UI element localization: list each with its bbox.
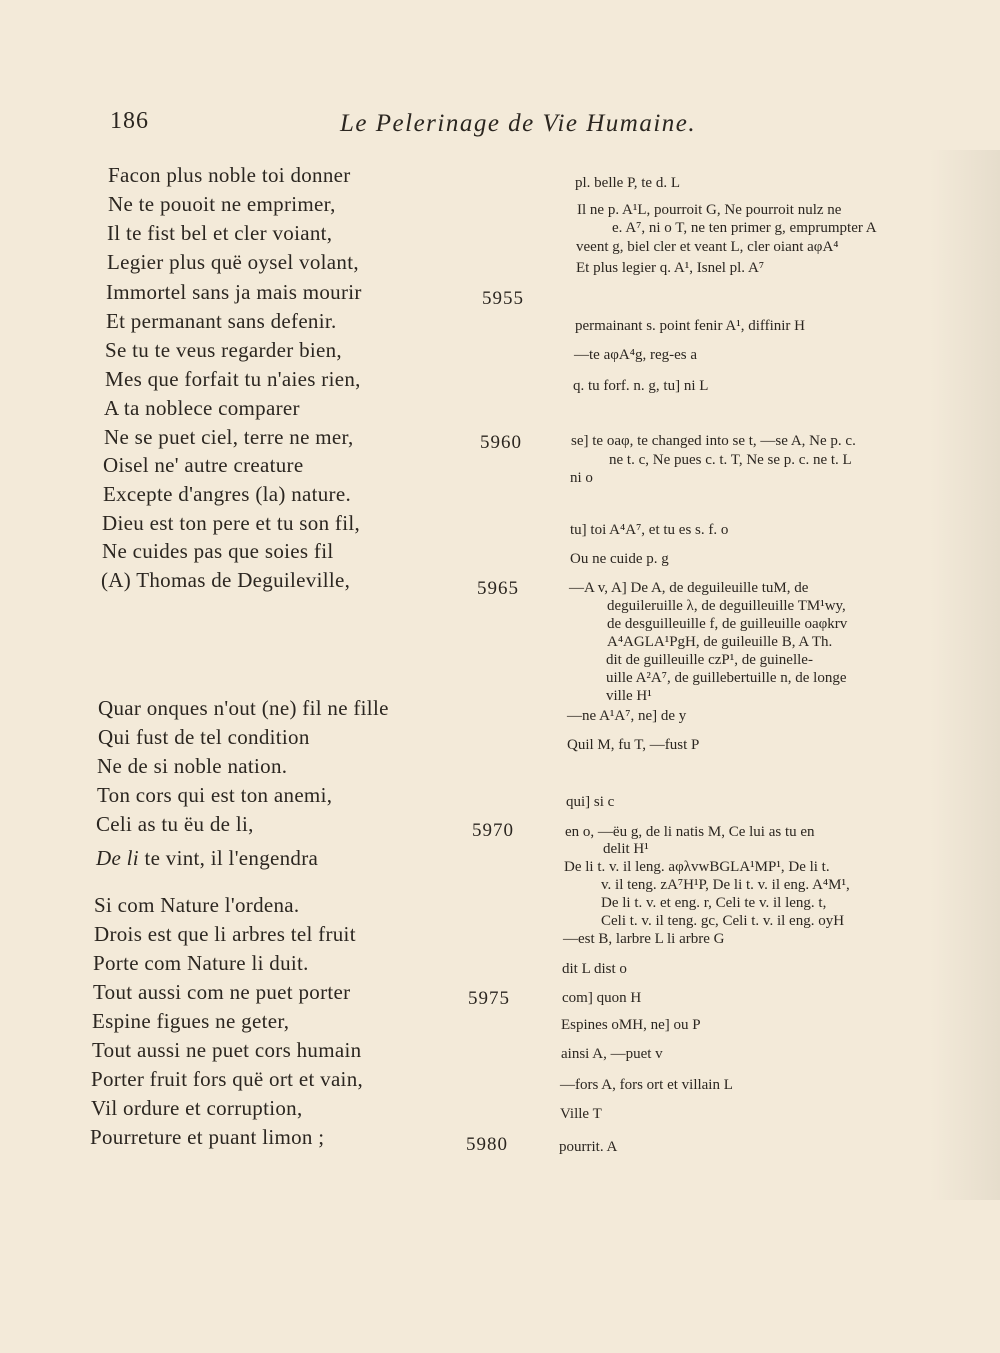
- apparatus-note: A⁴AGLA¹PgH, de guileuille B, A Th.: [607, 634, 833, 650]
- verse-line: Legier plus quë oysel volant,: [107, 250, 359, 274]
- apparatus-note: Quil M, fu T, —fust P: [567, 737, 700, 753]
- verse-line: Se tu te veus regarder bien,: [105, 338, 342, 362]
- verse-line: Ne se puet ciel, terre ne mer,: [104, 425, 354, 449]
- verse-line: Porter fruit fors quë ort et vain,: [91, 1067, 364, 1091]
- apparatus-note: Celi t. v. il teng. gc, Celi t. v. il eng. oyH: [601, 913, 845, 929]
- apparatus-note: Ou ne cuide p. g: [570, 551, 669, 567]
- apparatus-note: ainsi A, —puet v: [561, 1046, 663, 1062]
- apparatus-note: q. tu forf. n. g, tu] ni L: [573, 378, 709, 394]
- line-number: 5960: [480, 432, 522, 453]
- verse-line: A ta noblece comparer: [104, 396, 300, 420]
- verse-line: Il te fist bel et cler voiant,: [107, 221, 333, 245]
- apparatus-note: permainant s. point fenir A¹, diffinir H: [575, 318, 806, 334]
- verse-line: Porte com Nature li duit.: [93, 951, 309, 975]
- line-number: 5970: [472, 820, 514, 841]
- verse-line: (A) Thomas de Deguileville,: [101, 568, 351, 592]
- apparatus-note: se] te oaφ, te changed into se t, —se A, Ne p. c.: [571, 433, 856, 449]
- verse-line: Ne de si noble nation.: [97, 754, 288, 778]
- apparatus-note: qui] si c: [566, 794, 615, 810]
- apparatus-note: De li t. v. et eng. r, Celi te v. il leng. t,: [601, 895, 827, 911]
- apparatus-note: com] quon H: [562, 990, 642, 1006]
- verse-line: Oisel ne' autre creature: [103, 453, 304, 477]
- verse-line: Dieu est ton pere et tu son fil,: [102, 511, 361, 535]
- verse-line: Si com Nature l'ordena.: [94, 893, 300, 917]
- apparatus-note: veent g, biel cler et veant L, cler oiant aφA⁴: [576, 239, 839, 255]
- verse-line: Celi as tu ëu de li,: [96, 812, 254, 836]
- apparatus-note: Espines oMH, ne] ou P: [561, 1017, 701, 1033]
- apparatus-note: Ville T: [560, 1106, 602, 1122]
- apparatus-note: pl. belle P, te d. L: [575, 175, 680, 191]
- apparatus-note: v. il teng. zA⁷H¹P, De li t. v. il eng. A⁴M¹,: [601, 877, 850, 893]
- apparatus-note: ne t. c, Ne pues c. t. T, Ne se p. c. ne t. L: [609, 452, 852, 468]
- line-number: 5955: [482, 288, 524, 309]
- verse-line: Tout aussi ne puet cors humain: [92, 1038, 362, 1062]
- verse-line: [96, 846, 318, 871]
- apparatus-note: —fors A, fors ort et villain L: [560, 1077, 733, 1093]
- apparatus-note: De li t. v. il leng. aφλvwBGLA¹MP¹, De li t.: [564, 859, 830, 875]
- apparatus-note: ni o: [570, 470, 593, 486]
- verse-line: Tout aussi com ne puet porter: [93, 980, 351, 1004]
- apparatus-note: tu] toi A⁴A⁷, et tu es s. f. o: [570, 522, 729, 538]
- verse-line: Ne te pouoit ne emprimer,: [108, 192, 336, 216]
- apparatus-note: pourrit. A: [559, 1139, 618, 1155]
- line-number: 5975: [468, 988, 510, 1009]
- verse-line: Immortel sans ja mais mourir: [106, 280, 362, 304]
- apparatus-note: —est B, larbre L li arbre G: [563, 931, 725, 947]
- verse-line: Et permanant sans defenir.: [106, 309, 337, 333]
- verse-line: Pourreture et puant limon ;: [90, 1125, 325, 1149]
- verse-line: Drois est que li arbres tel fruit: [94, 922, 356, 946]
- running-title: Le Pelerinage de Vie Humaine.: [340, 110, 697, 137]
- apparatus-note: Et plus legier q. A¹, Isnel pl. A⁷: [576, 260, 765, 276]
- verse-line: Excepte d'angres (la) nature.: [103, 482, 352, 506]
- page-number: 186: [110, 108, 149, 134]
- verse-line: Mes que forfait tu n'aies rien,: [105, 367, 361, 391]
- line-number: 5980: [466, 1134, 508, 1155]
- verse-line: Ton cors qui est ton anemi,: [97, 783, 333, 807]
- apparatus-note: ville H¹: [606, 688, 652, 704]
- apparatus-note: en o, —ëu g, de li natis M, Ce lui as tu en: [565, 824, 815, 840]
- apparatus-note: —te aφA⁴g, reg-es a: [574, 347, 698, 363]
- apparatus-note: deguileruille λ, de deguilleuille TM¹wy,: [607, 598, 846, 614]
- verse-line: Vil ordure et corruption,: [91, 1096, 303, 1120]
- line-number: 5965: [477, 578, 519, 599]
- apparatus-note: Il ne p. A¹L, pourroit G, Ne pourroit nulz ne: [577, 202, 842, 218]
- verse-italic-lead: De li: [96, 846, 139, 870]
- verse-line: Espine figues ne geter,: [92, 1009, 290, 1033]
- apparatus-note: dit L dist o: [562, 961, 627, 977]
- verse-line: Facon plus noble toi donner: [108, 163, 351, 187]
- verse-line: Qui fust de tel condition: [98, 725, 310, 749]
- verse-line-rest: te vint, il l'engendra: [144, 846, 319, 870]
- facing-page-bleed: [930, 150, 1000, 1200]
- verse-line: Ne cuides pas que soies fil: [102, 539, 334, 563]
- apparatus-note: dit de guilleuille czP¹, de guinelle-: [606, 652, 813, 668]
- apparatus-note: delit H¹: [603, 841, 649, 857]
- apparatus-note: e. A⁷, ni o T, ne ten primer g, emprumpter A: [612, 220, 877, 236]
- apparatus-note: de desguilleuille f, de guilleuille oaφkrv: [607, 616, 848, 632]
- verse-line: Quar onques n'out (ne) fil ne fille: [98, 696, 389, 720]
- apparatus-note: —A v, A] De A, de deguileuille tuM, de: [569, 580, 809, 596]
- apparatus-note: uille A²A⁷, de guillebertuille n, de longe: [606, 670, 847, 686]
- apparatus-note: —ne A¹A⁷, ne] de y: [567, 708, 687, 724]
